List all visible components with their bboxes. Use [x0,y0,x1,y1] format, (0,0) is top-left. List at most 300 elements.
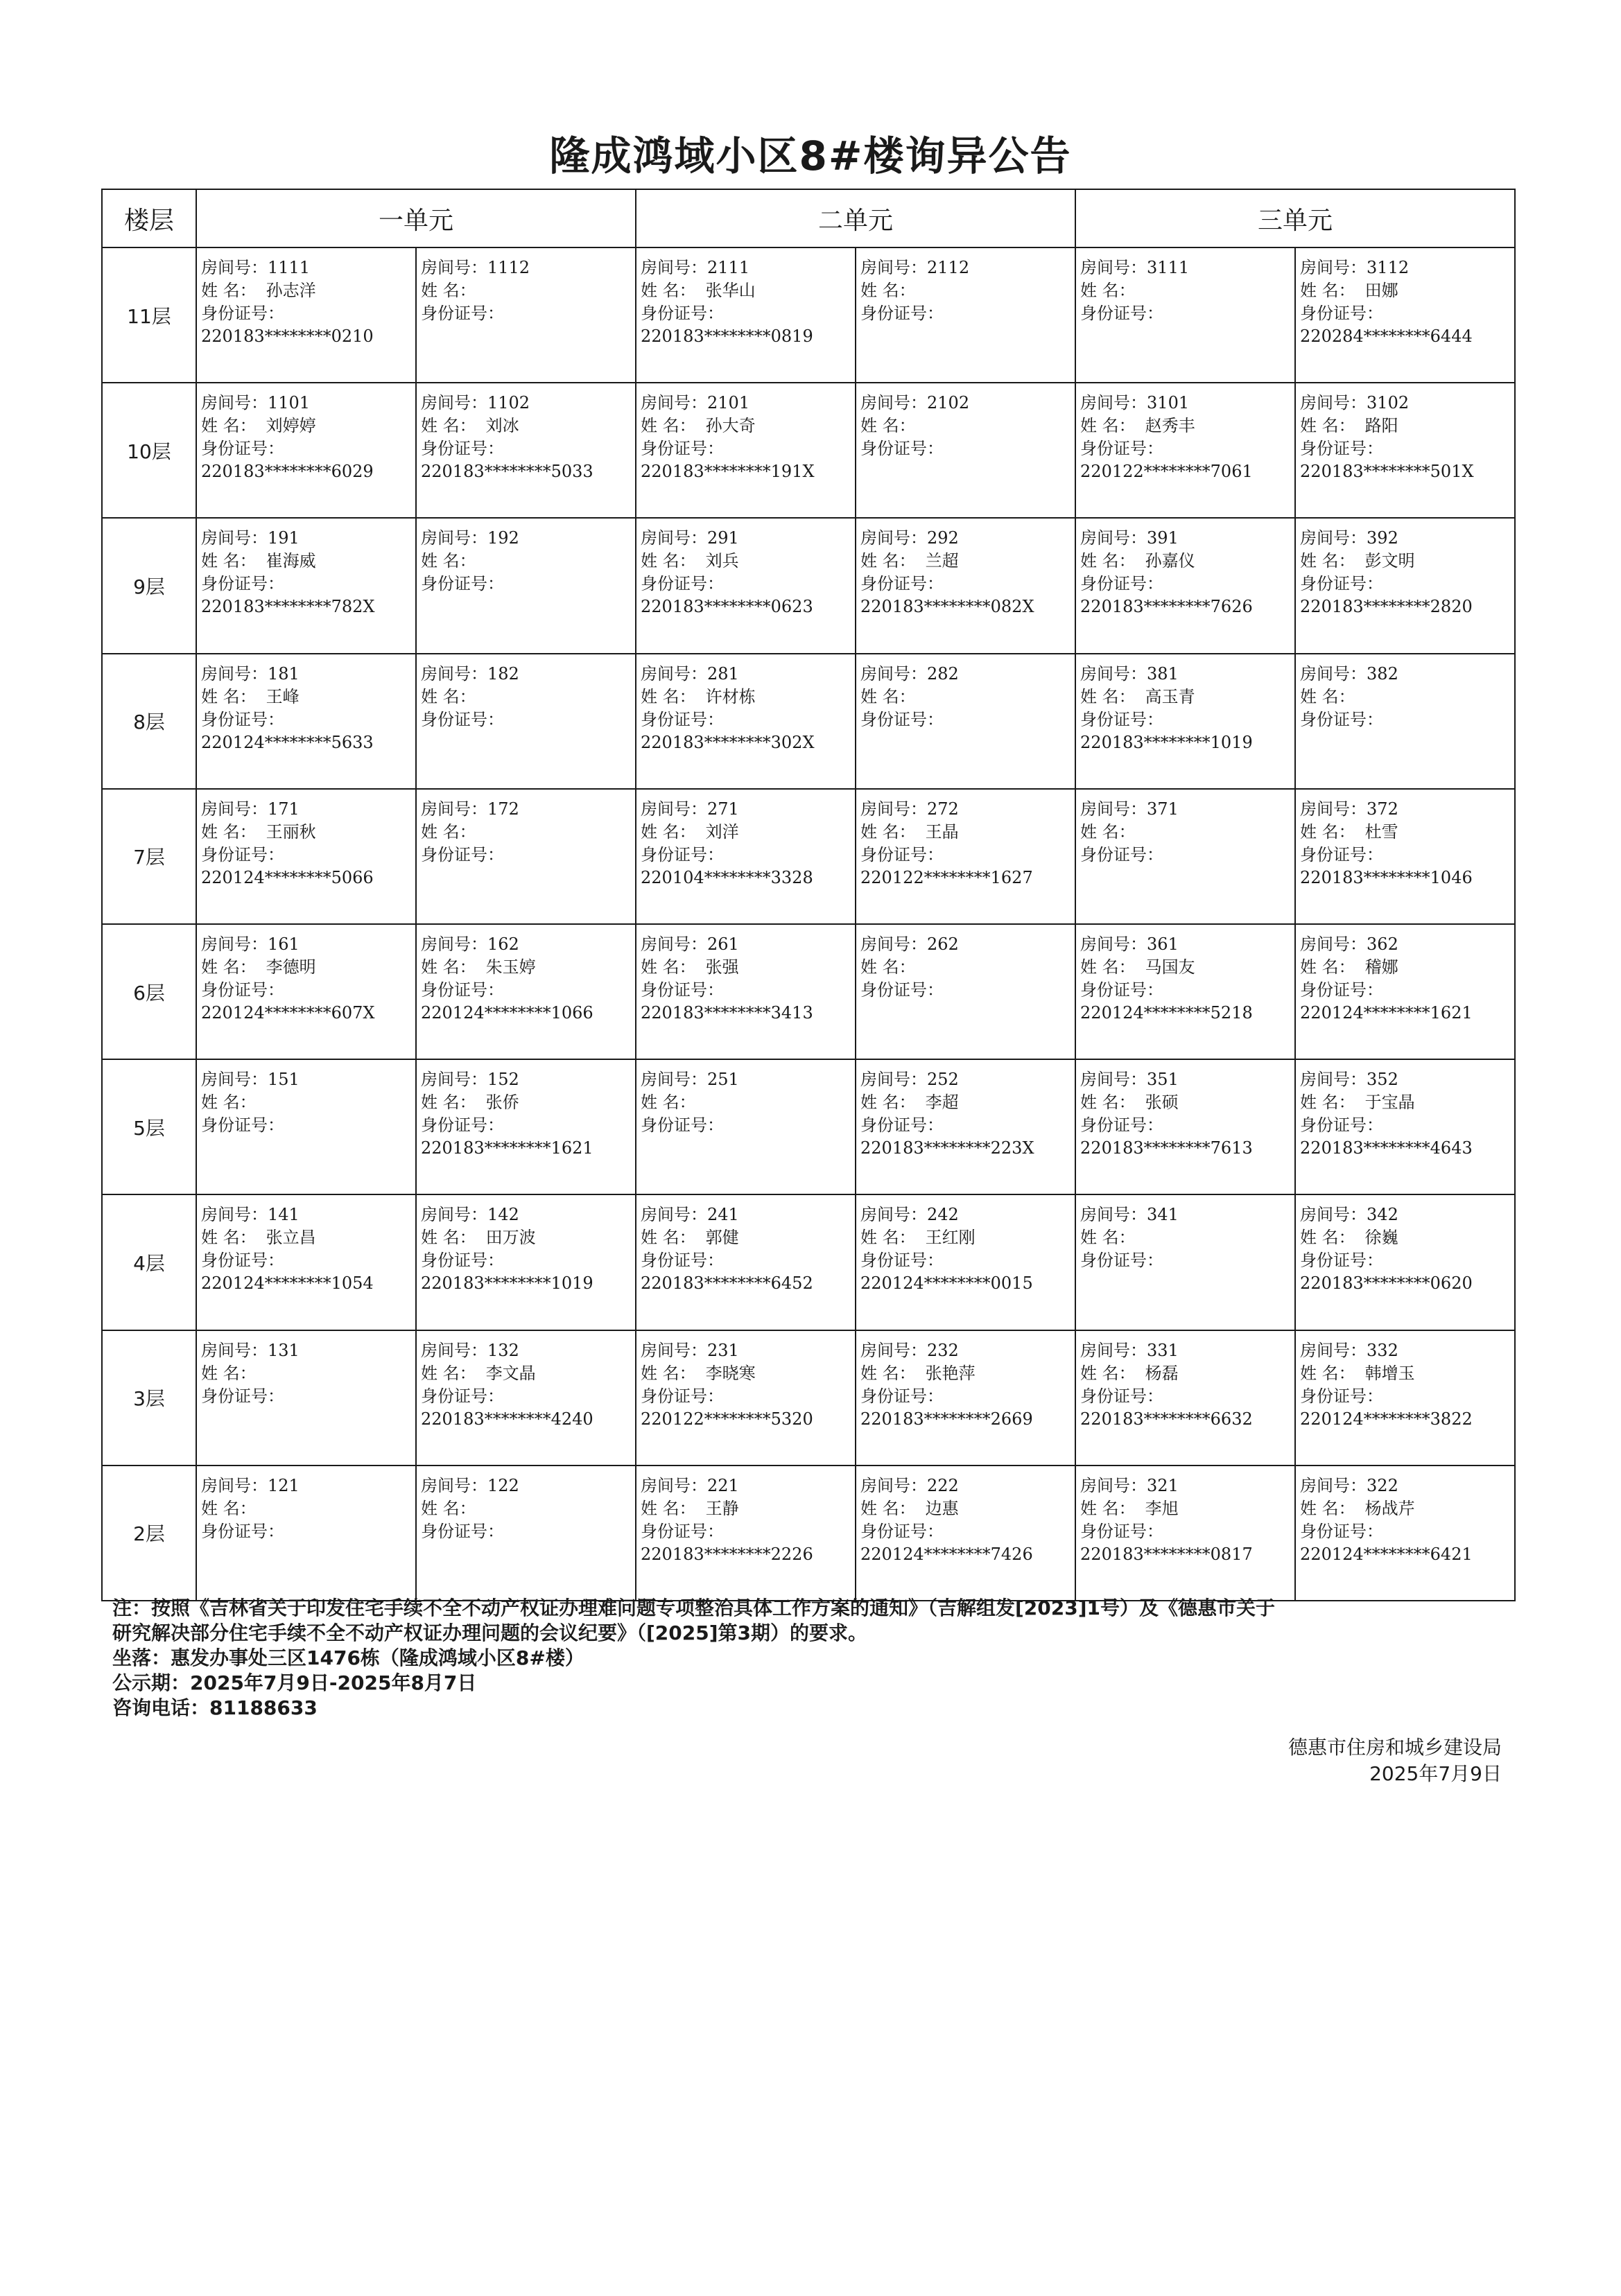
id-number: 220183********0819 [641,327,813,346]
id-label: 身份证号： [1300,709,1384,729]
id-label: 身份证号： [1300,574,1384,594]
resident-name: 张侨 [485,1093,519,1113]
name-label: 姓 名： [421,957,476,977]
room-label: 房间号： [421,258,487,277]
room-line [201,1339,415,1362]
room-cell [416,383,636,518]
id-label: 身份证号： [860,980,944,1000]
id-label: 身份证号： [421,439,504,459]
room-line [421,256,635,279]
room-number: 131 [268,1340,300,1360]
id-number: 220183********1046 [1300,867,1473,887]
resident-name: 刘冰 [485,416,519,436]
name-line [1300,415,1514,437]
table-row [102,518,1515,653]
room-number: 122 [487,1475,519,1495]
resident-name: 于宝晶 [1364,1093,1415,1113]
id-label: 身份证号： [860,844,944,864]
room-label: 房间号： [860,258,928,277]
name-line [1080,1091,1294,1114]
room-line [421,1068,635,1091]
name-label: 姓 名： [421,1363,476,1383]
name-line [421,415,635,437]
id-label: 身份证号： [1080,1115,1164,1136]
name-label: 姓 名： [1300,1093,1355,1113]
id-number: 220183********6029 [201,462,374,482]
room-label: 房间号： [421,1340,487,1360]
room-label: 房间号： [421,799,487,819]
room-label: 房间号： [421,393,487,413]
room-line [1080,1475,1294,1497]
name-label: 姓 名： [1300,416,1355,436]
room-label: 房间号： [1080,1340,1147,1360]
name-line [641,821,855,844]
name-label: 姓 名： [1300,957,1355,977]
room-line [201,1203,415,1226]
name-label: 姓 名： [1080,1498,1136,1518]
room-label: 房间号： [1300,1340,1367,1360]
name-label: 姓 名： [201,1363,257,1383]
room-line [641,392,855,415]
room-number: 231 [707,1340,739,1360]
resident-name: 兰超 [925,551,959,571]
room-cell [196,1059,416,1194]
room-number: 3102 [1367,393,1410,413]
room-cell [636,654,856,789]
resident-name: 许材栋 [705,686,756,706]
room-label: 房间号： [1080,258,1147,277]
resident-name: 张艳萍 [925,1363,976,1383]
room-line [421,1475,635,1497]
floor-label: 11层 [102,247,196,383]
room-line [860,1203,1075,1226]
room-label: 房间号： [1300,1070,1367,1090]
room-label: 房间号： [421,528,487,548]
room-label: 房间号： [201,663,268,684]
room-line [1080,663,1294,686]
name-line [860,550,1075,573]
name-line [641,550,855,573]
room-number: 262 [927,934,959,954]
name-line [641,1362,855,1385]
floor-label: 6层 [102,924,196,1059]
header-unit-2: 二单元 [636,189,1075,247]
resident-name: 王晶 [925,821,959,842]
room-line [1080,1203,1294,1226]
id-label: 身份证号： [1080,709,1164,729]
room-label: 房间号： [1080,1205,1147,1225]
name-label: 姓 名： [201,686,257,706]
room-label: 房间号： [641,663,708,684]
name-line [421,686,635,708]
name-label: 姓 名： [860,281,916,300]
resident-name: 王峰 [266,686,300,706]
floor-label: 3层 [102,1330,196,1466]
name-line [201,279,415,302]
room-line [1080,527,1294,550]
room-label: 房间号： [1080,1475,1147,1495]
name-line [860,1091,1075,1114]
room-label: 房间号： [201,1205,268,1225]
room-line [1080,392,1294,415]
room-line [860,798,1075,821]
room-cell [416,1330,636,1466]
resident-name: 马国友 [1145,957,1195,977]
room-cell [1075,247,1295,383]
room-cell [856,789,1075,924]
header-unit-3: 三单元 [1075,189,1515,247]
name-label: 姓 名： [1080,686,1136,706]
room-label: 房间号： [860,663,928,684]
id-label: 身份证号： [860,304,944,323]
name-line [1080,1497,1294,1520]
id-number: 220183********302X [641,732,815,752]
room-cell [1075,1194,1295,1330]
id-label: 身份证号： [421,1115,504,1136]
room-number: 1102 [487,393,530,413]
name-line [421,956,635,979]
header-floor: 楼层 [102,189,196,247]
room-line [1080,1068,1294,1091]
room-cell [1075,1466,1295,1601]
name-line [1300,821,1514,844]
room-line [201,1475,415,1497]
name-line [1080,821,1294,844]
id-label: 身份证号： [1300,1521,1384,1541]
id-number: 220122********7061 [1080,462,1253,482]
room-label: 房间号： [860,1205,928,1225]
room-label: 房间号： [201,1340,268,1360]
room-cell [636,518,856,653]
name-line [1080,956,1294,979]
id-label: 身份证号： [201,844,284,864]
name-line [860,279,1075,302]
room-label: 房间号： [201,393,268,413]
room-line [421,392,635,415]
name-line [421,550,635,573]
id-label: 身份证号： [1300,844,1384,864]
room-cell [856,1059,1075,1194]
id-label: 身份证号： [201,709,284,729]
name-label: 姓 名： [641,686,696,706]
table-row [102,654,1515,789]
room-number: 3101 [1147,393,1190,413]
room-line [641,663,855,686]
resident-name: 孙嘉仪 [1145,551,1195,571]
id-number: 220183********2669 [860,1409,1033,1429]
id-number: 220183********223X [860,1138,1034,1158]
room-line [860,933,1075,956]
name-label: 姓 名： [641,281,696,300]
room-number: 2111 [707,258,750,277]
resident-name: 朱玉婷 [485,957,536,977]
phone-line: 咨询电话：81188633 [112,1696,318,1719]
name-label: 姓 名： [1080,551,1136,571]
room-label: 房间号： [860,528,928,548]
id-label: 身份证号： [1080,574,1164,594]
room-label: 房间号： [201,799,268,819]
resident-name: 刘洋 [705,821,739,842]
name-line [1080,686,1294,708]
id-label: 身份证号： [201,1115,284,1136]
id-label: 身份证号： [1300,1386,1384,1406]
id-number: 220183********7613 [1080,1138,1253,1158]
table-row [102,1466,1515,1601]
name-label: 姓 名： [641,551,696,571]
room-number: 2102 [927,393,970,413]
room-cell [196,1466,416,1601]
room-number: 192 [487,528,519,548]
room-number: 241 [707,1205,739,1225]
room-cell [636,924,856,1059]
name-label: 姓 名： [641,821,696,842]
floor-label: 8层 [102,654,196,789]
id-number: 220124********1621 [1300,1002,1473,1023]
room-number: 2112 [927,258,970,277]
room-line [1080,933,1294,956]
name-label: 姓 名： [421,416,476,436]
room-cell [636,247,856,383]
table-header-row [102,189,1515,247]
name-line [421,1497,635,1520]
room-cell [636,1466,856,1601]
name-label: 姓 名： [860,1498,916,1518]
room-number: 3111 [1147,258,1190,277]
room-cell [1075,654,1295,789]
name-line [201,1091,415,1114]
room-line [1300,1475,1514,1497]
room-number: 352 [1367,1070,1398,1090]
room-line [201,392,415,415]
id-label: 身份证号： [1080,980,1164,1000]
room-number: 351 [1147,1070,1179,1090]
room-number: 392 [1367,528,1398,548]
id-label: 身份证号： [1300,1115,1384,1136]
name-label: 姓 名： [421,821,476,842]
room-number: 191 [268,528,300,548]
room-line [641,933,855,956]
name-label: 姓 名： [1300,686,1355,706]
name-label: 姓 名： [421,551,476,571]
name-line [860,1497,1075,1520]
id-number: 220183********1019 [421,1273,593,1294]
id-number: 220124********5633 [201,732,374,752]
id-label: 身份证号： [1080,1386,1164,1406]
room-number: 261 [707,934,739,954]
id-label: 身份证号： [641,980,725,1000]
room-label: 房间号： [1080,528,1147,548]
room-cell [856,518,1075,653]
name-line [860,821,1075,844]
id-label: 身份证号： [201,439,284,459]
name-label: 姓 名： [860,1363,916,1383]
name-label: 姓 名： [201,1093,257,1113]
name-line [1080,1226,1294,1249]
resident-name: 路阳 [1364,416,1398,436]
room-line [421,933,635,956]
resident-name: 王红刚 [925,1228,976,1248]
name-line [1300,1497,1514,1520]
id-label: 身份证号： [860,709,944,729]
name-label: 姓 名： [1080,281,1136,300]
id-number: 220183********2820 [1300,597,1473,617]
resident-name: 徐巍 [1364,1228,1398,1248]
room-cell [1075,518,1295,653]
room-cell [636,1194,856,1330]
id-number: 220124********7426 [860,1544,1033,1564]
name-label: 姓 名： [421,1228,476,1248]
room-label: 房间号： [421,1070,487,1090]
room-number: 252 [927,1070,959,1090]
room-number: 221 [707,1475,739,1495]
name-line [201,1362,415,1385]
room-number: 321 [1147,1475,1179,1495]
room-number: 2101 [707,393,750,413]
room-line [641,1339,855,1362]
id-label: 身份证号： [860,574,944,594]
room-label: 房间号： [860,1340,928,1360]
id-number: 220183********4240 [421,1409,593,1429]
room-cell [856,1194,1075,1330]
name-label: 姓 名： [860,1228,916,1248]
id-number: 220124********1066 [421,1002,593,1023]
room-cell [1295,1330,1515,1466]
room-cell [416,1059,636,1194]
resident-name: 张立昌 [266,1228,316,1248]
floor-label: 5层 [102,1059,196,1194]
room-cell [196,924,416,1059]
name-line [1300,279,1514,302]
name-line [1300,686,1514,708]
room-number: 121 [268,1475,300,1495]
room-label: 房间号： [201,528,268,548]
room-line [1300,256,1514,279]
room-cell [856,924,1075,1059]
room-number: 141 [268,1205,300,1225]
room-cell [636,789,856,924]
id-number: 220122********1627 [860,867,1033,887]
id-number: 220183********0817 [1080,1544,1253,1564]
room-label: 房间号： [641,1475,708,1495]
room-number: 172 [487,799,519,819]
room-number: 382 [1367,663,1398,684]
name-line [860,686,1075,708]
id-label: 身份证号： [641,1386,725,1406]
room-line [201,663,415,686]
room-line [1080,798,1294,821]
id-label: 身份证号： [421,1386,504,1406]
note-line: 研究解决部分住宅手续不全不动产权证办理问题的会议纪要》（[2025]第3期）的要求。 [112,1621,868,1644]
name-label: 姓 名： [1300,551,1355,571]
room-line [641,256,855,279]
id-number: 220183********5033 [421,462,593,482]
room-line [421,663,635,686]
room-line [860,256,1075,279]
name-line [860,415,1075,437]
room-label: 房间号： [1300,663,1367,684]
name-label: 姓 名： [1300,1498,1355,1518]
resident-name: 李文晶 [485,1363,536,1383]
room-number: 242 [927,1205,959,1225]
name-line [641,1497,855,1520]
room-label: 房间号： [641,1340,708,1360]
name-line [421,821,635,844]
room-label: 房间号： [860,934,928,954]
name-line [860,1362,1075,1385]
name-line [641,956,855,979]
room-cell [196,1330,416,1466]
room-line [421,1339,635,1362]
id-label: 身份证号： [1080,844,1164,864]
name-line [421,1091,635,1114]
header-unit-1: 一单元 [196,189,636,247]
room-number: 152 [487,1070,519,1090]
resident-name: 郭健 [705,1228,739,1248]
room-cell [196,383,416,518]
id-label: 身份证号： [641,304,725,323]
room-number: 341 [1147,1205,1179,1225]
room-label: 房间号： [1080,1070,1147,1090]
room-number: 291 [707,528,739,548]
name-line [1080,550,1294,573]
room-line [1300,663,1514,686]
name-label: 姓 名： [641,1228,696,1248]
name-line [201,415,415,437]
resident-name: 杨磊 [1145,1363,1179,1383]
room-line [1300,392,1514,415]
id-number: 220183********6452 [641,1273,813,1294]
room-number: 372 [1367,799,1398,819]
id-number: 220183********501X [1300,462,1474,482]
room-cell [1295,924,1515,1059]
name-line [641,686,855,708]
resident-name: 彭文明 [1364,551,1415,571]
resident-name: 崔海威 [266,551,316,571]
room-number: 281 [707,663,739,684]
room-label: 房间号： [641,528,708,548]
floor-label: 7层 [102,789,196,924]
room-cell [1295,1466,1515,1601]
table-row [102,247,1515,383]
room-label: 房间号： [1080,393,1147,413]
room-line [201,256,415,279]
resident-name: 赵秀丰 [1145,416,1195,436]
id-label: 身份证号： [860,1386,944,1406]
room-number: 322 [1367,1475,1398,1495]
id-number: 220183********1019 [1080,732,1253,752]
name-label: 姓 名： [421,686,476,706]
room-line [1300,527,1514,550]
room-line [860,1475,1075,1497]
room-label: 房间号： [1300,1475,1367,1495]
id-number: 220183********4643 [1300,1138,1473,1158]
id-label: 身份证号： [1300,304,1384,323]
table-row [102,383,1515,518]
table-row [102,789,1515,924]
room-cell [416,1194,636,1330]
room-number: 1112 [487,258,530,277]
id-number: 220183********2226 [641,1544,813,1564]
room-label: 房间号： [1300,1205,1367,1225]
resident-name: 韩增玉 [1364,1363,1415,1383]
id-number: 220183********082X [860,597,1034,617]
room-cell [196,1194,416,1330]
resident-name: 田娜 [1364,281,1398,300]
room-line [641,798,855,821]
room-label: 房间号： [421,663,487,684]
id-label: 身份证号： [421,709,504,729]
name-line [641,415,855,437]
